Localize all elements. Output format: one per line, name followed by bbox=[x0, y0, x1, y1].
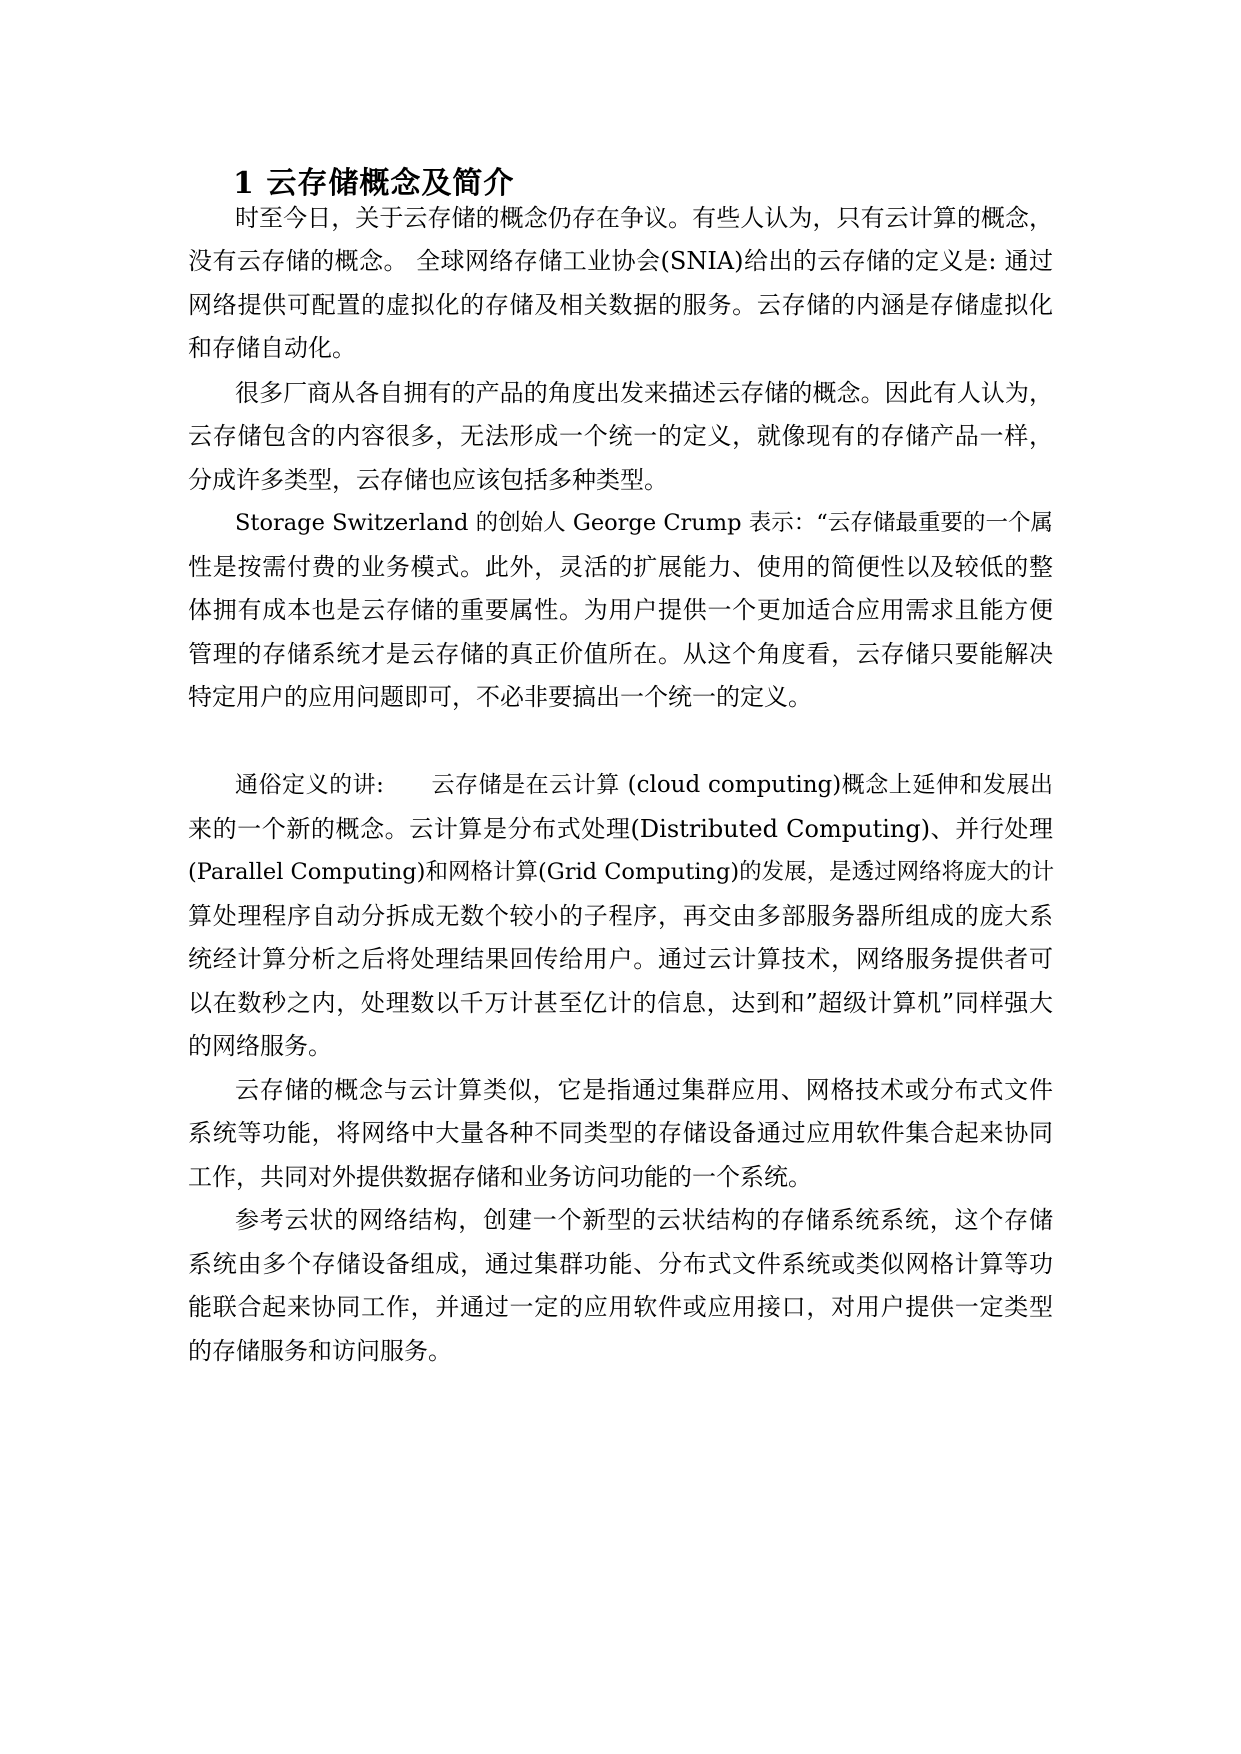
paragraph-4-line-3: (Parallel Computing)和网格计算(Grid Computing)的发展，是透过网络将庞大的计 bbox=[188, 859, 1055, 885]
paragraph-1-line-3: 网络提供可配置的虚拟化的存储及相关数据的服务。云存储的内涵是存储虚拟化 bbox=[188, 291, 1053, 319]
paragraph-3-line-5: 特定用户的应用问题即可，不必非要搞出一个统一的定义。 bbox=[188, 683, 812, 711]
paragraph-2-line-3: 分成许多类型，云存储也应该包括多种类型。 bbox=[188, 466, 668, 494]
paragraph-4-line-6: 以在数秒之内，处理数以千万计甚至亿计的信息，达到和”超级计算机”同样强大 bbox=[188, 989, 1053, 1017]
paragraph-3-line-2: 性是按需付费的业务模式。此外，灵活的扩展能力、使用的简便性以及较低的整 bbox=[188, 553, 1053, 581]
section-heading: 1 云存储概念及简介 bbox=[233, 166, 515, 201]
paragraph-4-line-5: 统经计算分析之后将处理结果回传给用户。通过云计算技术，网络服务提供者可 bbox=[188, 945, 1053, 973]
paragraph-6-line-4: 的存储服务和访问服务。 bbox=[188, 1337, 452, 1365]
paragraph-3-line-4: 管理的存储系统才是云存储的真正价值所在。从这个角度看，云存储只要能解决 bbox=[188, 640, 1053, 668]
paragraph-4-line-7: 的网络服务。 bbox=[188, 1032, 332, 1060]
paragraph-2-line-1: 很多厂商从各自拥有的产品的角度出发来描述云存储的概念。因此有人认为， bbox=[235, 379, 1053, 407]
paragraph-1-line-1: 时至今日，关于云存储的概念仍存在争议。有些人认为，只有云计算的概念， bbox=[235, 204, 1053, 232]
paragraph-6-line-1: 参考云状的网络结构，创建一个新型的云状结构的存储系统系统，这个存储 bbox=[235, 1206, 1053, 1234]
paragraph-5-line-3: 工作，共同对外提供数据存储和业务访问功能的一个系统。 bbox=[188, 1163, 812, 1191]
paragraph-1-line-2: 没有云存储的概念。 全球网络存储工业协会(SNIA)给出的云存储的定义是: 通过 bbox=[188, 247, 1053, 275]
paragraph-4-line-4: 算处理程序自动分拆成无数个较小的子程序，再交由多部服务器所组成的庞大系 bbox=[188, 902, 1053, 930]
paragraph-6-line-2: 系统由多个存储设备组成，通过集群功能、分布式文件系统或类似网格计算等功 bbox=[188, 1250, 1053, 1278]
paragraph-5-line-2: 系统等功能，将网络中大量各种不同类型的存储设备通过应用软件集合起来协同 bbox=[188, 1119, 1053, 1147]
paragraph-2-line-2: 云存储包含的内容很多，无法形成一个统一的定义，就像现有的存储产品一样， bbox=[188, 422, 1053, 450]
paragraph-4-line-1: 通俗定义的讲: 云存储是在云计算 (cloud computing)概念上延伸和发展出 bbox=[235, 772, 1053, 798]
paragraph-5-line-1: 云存储的概念与云计算类似，它是指通过集群应用、网格技术或分布式文件 bbox=[235, 1076, 1053, 1104]
paragraph-1-line-4: 和存储自动化。 bbox=[188, 334, 356, 362]
paragraph-3-line-3: 体拥有成本也是云存储的重要属性。为用户提供一个更加适合应用需求且能方便 bbox=[188, 596, 1053, 624]
paragraph-4-line-2: 来的一个新的概念。云计算是分布式处理(Distributed Computing)、并行处理 bbox=[188, 815, 1053, 843]
paragraph-6-line-3: 能联合起来协同工作，并通过一定的应用软件或应用接口，对用户提供一定类型 bbox=[188, 1293, 1053, 1321]
paragraph-3-line-1: Storage Switzerland 的创始人 George Crump 表示：“云存储最重要的一个属 bbox=[235, 510, 1053, 536]
